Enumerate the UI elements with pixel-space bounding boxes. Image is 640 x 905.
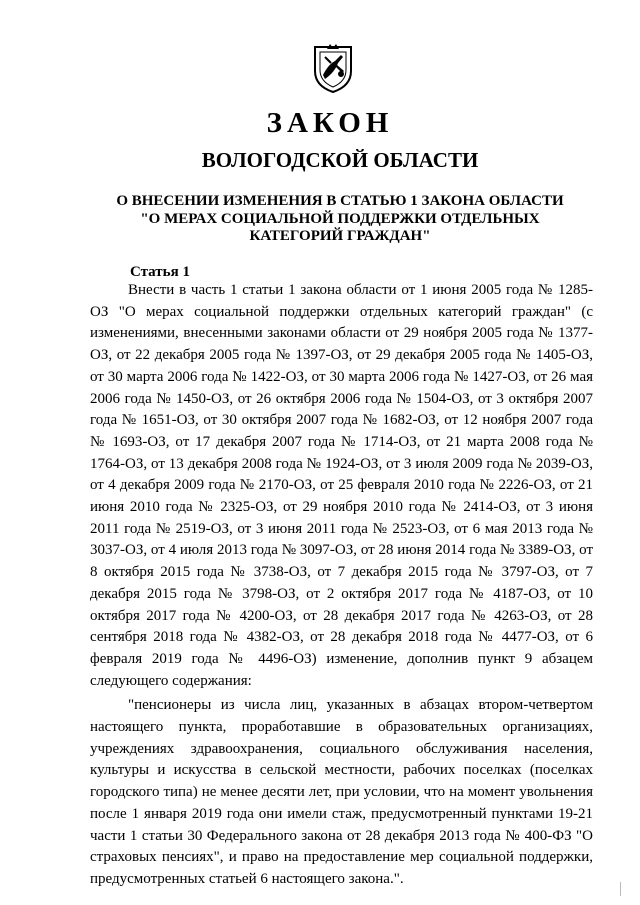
subject-line: О ВНЕСЕНИИ ИЗМЕНЕНИЯ В СТАТЬЮ 1 ЗАКОНА ОБЛАСТИ (116, 193, 564, 209)
region-name: ВОЛОГОДСКОЙ ОБЛАСТИ (201, 148, 479, 172)
law-subject (90, 193, 590, 246)
subject-line: "О МЕРАХ СОЦИАЛЬНОЙ ПОДДЕРЖКИ ОТДЕЛЬНЫХ (140, 210, 540, 227)
quoted-amendment: "пенсионеры из числа лиц, указанных в абзацах втором-четвертом настоящего пункта, проработавшие в образовательных организациях, учреждениях здравоохранения, социального обслуживания населения, культуры и искусства в сельской местности, рабочих поселках (поселках городского типа) не менее десяти лет, при условии, что на момент увольнения после 1 января 2019 года они имели стаж, предусмотренный пунктами 19-21 части 1 статьи 30 Федерального закона от 28 декабря 2013 года № 400-ФЗ "О страховых пенсиях", и право на предоставление мер социальной поддержки, предусмотренных статьей 6 настоящего закона.". (90, 697, 593, 887)
article-paragraph: Внести в часть 1 статьи 1 закона области от 1 июня 2005 года № 1285-ОЗ "О мерах социальной поддержки отдельных категорий граждан" (с изменениями, внесенными законами области от 29 ноября 2005 года № 1377-ОЗ, от 22 декабря 2005 года № 1397-ОЗ, от 29 декабря 2005 года № 1405-ОЗ, от 30 марта 2006 года № 1422-ОЗ, от 30 марта 2006 года № 1427-ОЗ, от 26 мая 2006 года № 1450-ОЗ, от 26 октября 2006 года № 1504-ОЗ, от 3 октября 2007 года № 1651-ОЗ, от 30 октября 2007 года № 1682-ОЗ, от 12 ноября 2007 года № 1693-ОЗ, от 17 декабря 2007 года № 1714-ОЗ, от 21 марта 2008 года № 1764-ОЗ, от 13 декабря 2008 года № 1924-ОЗ, от 3 июля 2009 года № 2039-ОЗ, от 4 декабря 2009 года № 2170-ОЗ, от 25 февраля 2010 года № 2226-ОЗ, от 21 июня 2010 года № 2325-ОЗ, от 29 ноября 2010 года № 2414-ОЗ, от 3 июня 2011 года № 2519-ОЗ, от 3 июня 2011 года № 2523-ОЗ, от 6 мая 2013 года № 3037-ОЗ, от 4 июля 2013 года № 3097-ОЗ, от 28 июня 2014 года № 3389-ОЗ, от 8 октября 2015 года № 3738-ОЗ, от 7 декабря 2015 года № 3797-ОЗ, от 7 декабря 2015 года № 3798-ОЗ, от 2 октября 2017 года № 4187-ОЗ, от 10 октября 2017 года № 4200-ОЗ, от 28 декабря 2017 года № 4263-ОЗ, от 28 сентября 2018 года № 4382-ОЗ, от 28 декабря 2018 года № 4477-ОЗ, от 6 февраля 2019 года № 4496-ОЗ) изменение, дополнив пункт 9 абзацем следующего содержания: (90, 282, 593, 689)
subject-line: КАТЕГОРИЙ ГРАЖДАН" (249, 228, 431, 244)
coat-of-arms-icon (311, 41, 355, 93)
article-heading: Статья 1 (130, 264, 190, 280)
law-title: ЗАКОН (266, 107, 394, 139)
page-mark (620, 882, 622, 896)
article-body (90, 280, 593, 891)
